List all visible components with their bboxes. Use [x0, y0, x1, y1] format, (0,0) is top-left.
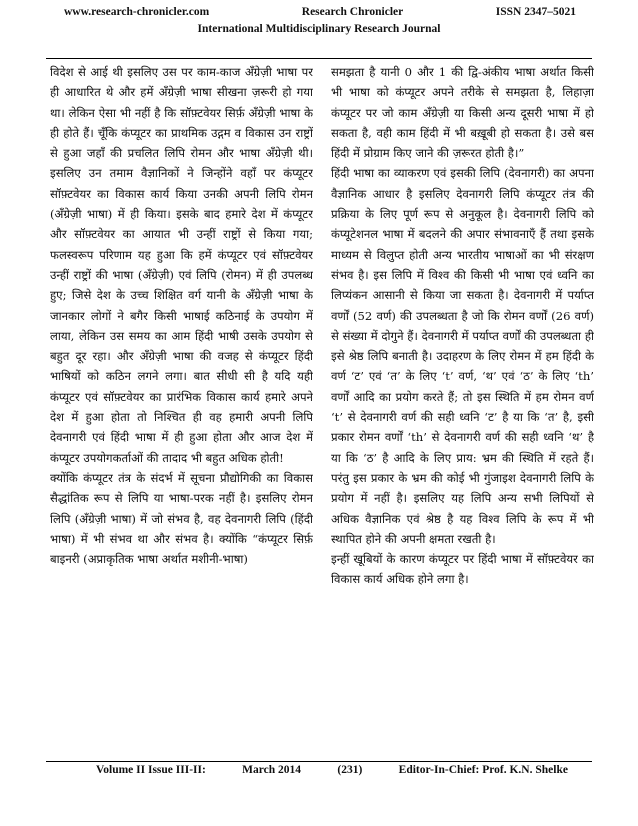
header-row — [40, 6, 598, 18]
page-number: (231) — [337, 764, 363, 776]
page-header — [40, 6, 598, 56]
right-paragraph-3: इन्हीं खूबियों के कारण कंप्यूटर पर हिंदी भाषा में सॉफ़्टवेयर का विकास कार्य अधिक होने लगा है। — [331, 552, 594, 587]
right-paragraph-2: हिंदी भाषा का व्याकरण एवं इसकी लिपि (देवनागरी) का अपना वैज्ञानिक आधार है इसलिए देवनागरी लिपि कंप्यूटर तंत्र की प्रक्रिया के लिए पूर्ण रूप से अनुकूल है। देवनागरी लिपि को कंप्यूटेशनल भाषा में बदलने की अपार संभावनाएँ हैं तथा इसके माध्यम से विलुप्त होती अन्य भारतीय भाषाओं का भी संरक्षण संभव है। इस लिपि में विश्व की किसी भी भाषा एवं ध्वनि का लिप्यंकन आसानी से किया जा सकता है। देवनागरी में पर्याप्त वर्णों (52 वर्ण) की उपलब्धता है जो कि रोमन वर्णों (26 वर्ण) से संख्या में दोगुने हैं। देवनागरी में पर्याप्त वर्णों की उपलब्धता ही इसे श्रेष्ठ लिपि बनाती है। उदाहरण के लिए रोमन में हम हिंदी के वर्ण ‘ट’ एवं ‘त’ के लिए ‘t’ वर्ण, ‘थ’ एवं ‘ठ’ के लिए ‘th’ वर्णों आदि का प्रयोग करते हैं; तो इस स्थिति में हम रोमन वर्ण ‘t’ से देवनागरी वर्ण की सही ध्वनि ‘ट’ है या कि ‘त’ है, इसी प्रकार रोमन वर्णों ‘th’ से देवनागरी वर्ण की सही ध्वनि ‘थ’ है या कि ‘ठ’ है आदि के लिए प्राय: भ्रम की स्थिति में रहते हैं। परंतु इस प्रकार के भ्रम की कोई भी गुंजाइश देवनागरी लिपि के प्रयोग में नहीं है। इसलिए यह लिपि अन्य सभी लिपियों से अधिक वैज्ञानिक एवं श्रेष्ठ है यह विश्व लिपि के रूप में भी स्थापित होने की अपनी क्षमता रखती है। — [331, 166, 594, 546]
issn-number: ISSN 2347–5021 — [495, 6, 576, 18]
left-paragraph-2: क्योंकि कंप्यूटर तंत्र के संदर्भ में सूचना प्रौद्योगिकी का विकास सैद्धांतिक रूप से लिपि या भाषा-परक नहीं है। इसलिए रोमन लिपि (अँग्रेज़ी भाषा) में जो संभव है, वह देवनागरी लिपि (हिंदी भाषा) में भी संभव था और संभव है। क्योंकि “कंप्यूटर सिर्फ़ बाइनरी (अप्राकृतिक भाषा अर्थात मशीनी-भाषा) — [50, 470, 313, 567]
left-paragraph-1: विदेश से आई थी इसलिए उस पर काम-काज अँग्रेज़ी भाषा पर ही आधारित थे और हमें अँग्रेज़ी भाषा सीखना ज़रूरी हो गया था। लेकिन ऐसा भी नहीं है कि सॉफ़्टवेयर सिर्फ़ अँग्रेज़ी भाषा के ही होते हैं। चूँकि कंप्यूटर का प्राथमिक उद्गम व विकास उन राष्ट्रों से हुआ जहाँ की प्रचलित लिपि रोमन और भाषा अँग्रेज़ी थी। इसलिए उन तमाम वैज्ञानिकों ने जिन्होंने वहाँ पर कंप्यूटर सॉफ़्टवेयर का विकास कार्य किया उनकी अपनी लिपि रोमन (अँग्रेज़ी भाषा) में ही किया। इसके बाद हमारे देश में कंप्यूटर और सॉफ़्टवेयर का आयात भी उन्हीं राष्ट्रों से किया गया; फलस्वरूप परिणाम यह हुआ कि हमें कंप्यूटर एवं सॉफ़्टवेयर उन्हीं राष्ट्रों की भाषा (अँग्रेज़ी) एवं लिपि (रोमन) में ही उपलब्ध हुए; जिसे देश के उच्च शिक्षित वर्ग यानी के अँग्रेज़ी भाषा के जानकार लोगों ने बगैर किसी भाषाई कठिनाई के उपयोग में लाया, लेकिन उस समय का आम हिंदी भाषी उसके उपयोग से बहुत दूर रहा। और अँग्रेज़ी भाषा की वजह से कंप्यूटर हिंदी भाषियों को कठिन लगने लगा। बात सीधी सी है यदि यही कंप्यूटर एवं सॉफ़्टवेयर का प्रारंभिक विकास कार्य हमारे अपने देश में हुआ होता तो निश्चित ही वह हमारी अपनी लिपि देवनागरी एवं हिंदी भाषा में ही हुआ होता और आज देश में कंप्यूटर उपयोगकर्ताओं की तादाद भी बहुत अधिक होती! — [50, 65, 313, 465]
header-divider — [46, 58, 592, 59]
journal-subtitle: International Multidisciplinary Research Journal — [197, 23, 441, 35]
issue-date: March 2014 — [242, 764, 302, 776]
website-url: www.research-chronicler.com — [64, 6, 210, 18]
footer-divider — [46, 761, 592, 762]
right-paragraph-1: समझता है यानी 0 और 1 की द्वि-अंकीय भाषा अर्थात किसी भी भाषा को कंप्यूटर अपने तरीके से समझता है, लिहाज़ा कंप्यूटर पर जो काम अँग्रेज़ी या किसी अन्य दूसरी भाषा में हो सकता है, वही काम हिंदी में भी बख़ूबी हो सकता है। उसे बस हिंदी में प्रोग्राम किए जाने की ज़रूरत होती है।” — [331, 65, 594, 161]
page-footer — [96, 764, 568, 776]
journal-name: Research Chronicler — [301, 6, 404, 18]
left-column — [50, 62, 313, 756]
right-column — [331, 62, 594, 756]
article-body — [50, 62, 594, 756]
editor-in-chief: Editor-In-Chief: Prof. K.N. Shelke — [398, 764, 568, 776]
volume-issue: Volume II Issue III-II: — [96, 764, 206, 776]
